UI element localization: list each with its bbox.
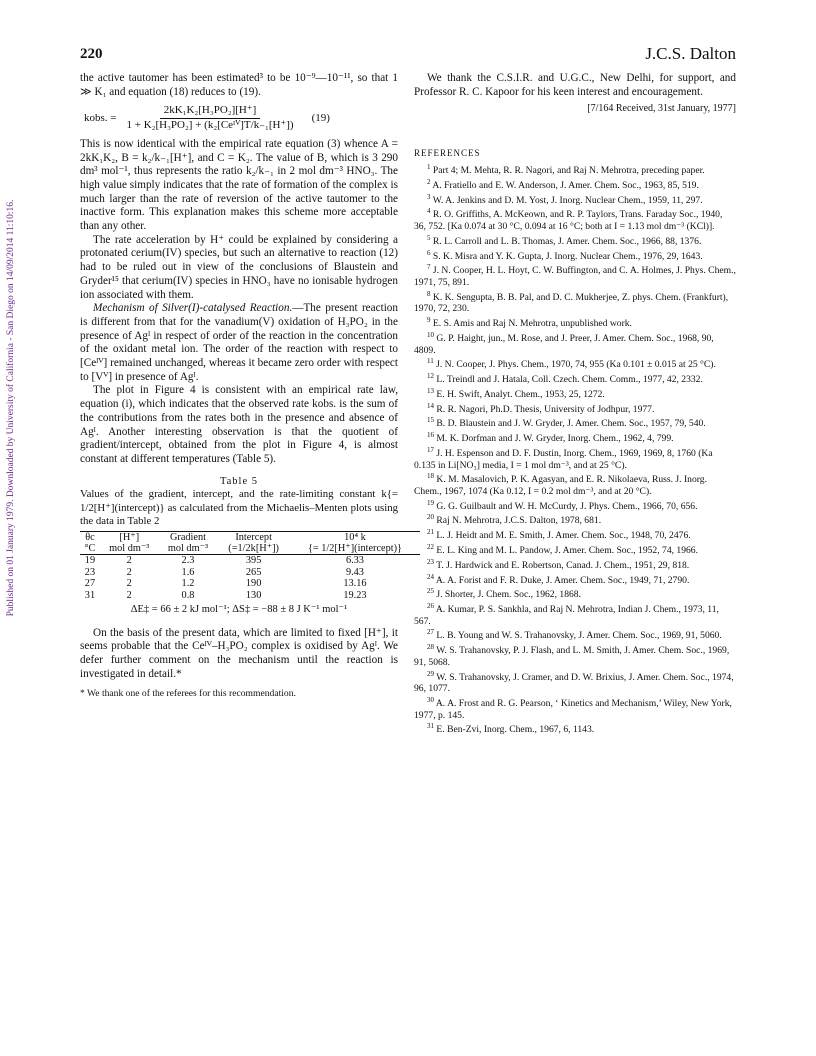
reference-text: Raj N. Mehrotra, J.C.S. Dalton, 1978, 681. (436, 515, 602, 527)
acknowledgement: We thank the C.S.I.R. and U.G.C., New Delhi, for support, and Professor R. C. Kapoor for his keen interest and encouragement. (414, 72, 736, 98)
reference-number: 31 (427, 722, 434, 731)
table-row (80, 555, 420, 567)
reference-number: 16 (427, 431, 434, 440)
reference-text: J. H. Espenson and D. F. Dustin, Inorg. Chem., 1969, 1969, 8, 1760 (Ka 0.135 in Li[NO₃] media, I = 1 mol dm⁻³, and at 25 °C). (414, 448, 713, 471)
reference-text: L. J. Heidt and M. E. Smith, J. Amer. Chem. Soc., 1948, 70, 2476. (436, 530, 691, 542)
reference-text: A. A. Frost and R. G. Pearson, ‘ Kinetics and Mechanism,’ Wiley, New York, 1977, p. 145. (414, 698, 732, 721)
reference-text: A. Fratiello and E. W. Anderson, J. Amer. Chem. Soc., 1963, 85, 519. (432, 179, 699, 191)
table-cell: 31 (84, 589, 96, 601)
equation-fraction (122, 104, 297, 132)
reference-number: 21 (427, 528, 434, 537)
table-cell: 19.23 (343, 589, 367, 601)
table-cell: 2.3 (181, 555, 195, 566)
reference-number: 28 (427, 643, 434, 652)
reference-number: 15 (427, 416, 434, 425)
paragraph: The rate acceleration by H⁺ could be explained by considering a protonated cerium(IV) species, but such an alternative to reaction (12) had to be ruled out in view of the conclusions of Blaustein and Gryder¹⁵ that cerium(IV) species in HNO₃ have no ionisable hydrogen ion associated with them. (80, 233, 398, 301)
table-header: °C (80, 543, 100, 555)
reference-text: L. Treindl and J. Hatala, Coll. Czech. Chem. Comm., 1977, 42, 2332. (436, 374, 703, 386)
reference-item (414, 430, 736, 445)
reference-number: 12 (427, 371, 434, 380)
equation-numerator: 2kK₁K₂[H₃PO₂][H⁺] (160, 104, 261, 119)
table-row (80, 590, 420, 602)
table-header-row (80, 532, 420, 544)
reference-number: 27 (427, 628, 434, 637)
table-header: {= 1/2[H⁺](intercept)} (290, 543, 420, 555)
right-column (414, 72, 736, 736)
reference-number: 19 (427, 498, 434, 507)
reference-number: 6 (427, 248, 431, 257)
paragraph (80, 302, 398, 384)
table-cell: 265 (245, 566, 262, 578)
reference-number: 25 (427, 587, 434, 596)
section-title: Mechanism of Silver(I)-catalysed Reaction. (93, 302, 293, 315)
reference-text: G. G. Guilbault and W. H. McCurdy, J. Phys. Chem., 1966, 70, 656. (436, 500, 698, 512)
reference-text: E. S. Amis and Raj N. Mehrotra, unpublished work. (432, 318, 632, 330)
reference-item (414, 601, 736, 627)
reference-number: 4 (427, 207, 431, 216)
reference-number: 11 (427, 357, 434, 366)
table-row (80, 567, 420, 579)
reference-number: 17 (427, 445, 434, 454)
equation-number: (19) (311, 111, 330, 124)
reference-number: 23 (427, 557, 434, 566)
reference-text: R. L. Carroll and L. B. Thomas, J. Amer. Chem. Soc., 1966, 88, 1376. (432, 235, 702, 247)
reference-item (414, 356, 736, 371)
reference-text: K. M. Masalovich, P. K. Agasyan, and E. R. Nikolaeva, Russ. J. Inorg. Chem., 1967, 1074 (Ka 0.12, I = 0.2 mol dm⁻³, and at 20 °C). (414, 474, 707, 498)
table-cell: 395 (245, 555, 262, 566)
table-cell: 13.16 (343, 578, 367, 589)
provenance-text: Published on 01 January 1979. Downloaded by University of California - San Diego on 14/09/2014 11:10:16. (6, 199, 16, 617)
left-column (80, 72, 402, 700)
equation-19 (84, 104, 398, 132)
reference-item (414, 401, 736, 416)
reference-text: Part 4; M. Mehta, R. R. Nagori, and Raj N. Mehrotra, preceding paper. (432, 165, 705, 177)
equation-denominator: 1 + K₂[H₃PO₂] + (k₂[Ceᴵⱽ]T/k₋₁[H⁺]) (126, 119, 294, 132)
table-header: (=1/2k[H⁺]) (217, 543, 290, 555)
reference-text: A. Kumar, P. S. Sankhla, and Raj N. Mehrotra, Indian J. Chem., 1973, 11, 567. (414, 604, 719, 627)
references-heading: REFERENCES (414, 148, 481, 158)
table-caption: Table 5 (219, 475, 259, 487)
reference-text: W. S. Trahanovsky, P. J. Flash, and L. M. Smith, J. Amer. Chem. Soc., 1969, 91, 5068. (414, 645, 730, 669)
table-cell: 1.6 (181, 566, 195, 578)
table-header: Gradient (169, 532, 206, 543)
reference-number: 9 (427, 316, 431, 325)
page-number: 220 (80, 46, 103, 62)
reference-item (414, 557, 736, 572)
reference-item (414, 233, 736, 248)
reference-item (414, 627, 736, 642)
reference-item (414, 192, 736, 207)
reference-item (414, 248, 736, 263)
table-cell: 2 (126, 566, 132, 578)
reference-number: 3 (427, 192, 431, 201)
reference-item (414, 586, 736, 601)
reference-number: 18 (427, 472, 434, 481)
reference-item (414, 669, 736, 695)
reference-item (414, 162, 736, 177)
table-footer: ΔE‡ = 66 ± 2 kJ mol⁻¹; ΔS‡ = −88 ± 8 J K⁻¹ mol⁻¹ (130, 604, 348, 615)
reference-text: M. K. Dorfman and J. W. Gryder, Inorg. Chem., 1962, 4, 799. (436, 433, 674, 445)
reference-item (414, 527, 736, 542)
reference-text: R. O. Griffiths, A. McKeown, and R. P. Taylors, Trans. Faraday Soc., 1940, 36, 752. [Ka 0.074 at 30 °C, 0.094 at 16 °C; both at I = 1.13 mol dm⁻³ (KCl)]. (414, 209, 723, 233)
received-note: [7/164 Received, 31st January, 1977] (587, 103, 736, 114)
reference-text: J. N. Cooper, J. Phys. Chem., 1970, 74, 955 (Ka 0.101 ± 0.015 at 25 °C). (436, 359, 716, 371)
reference-item (414, 177, 736, 192)
journal-name: J.C.S. Dalton (645, 44, 736, 63)
table-header: Intercept (235, 532, 272, 543)
reference-number: 20 (427, 513, 434, 522)
reference-number: 14 (427, 401, 434, 410)
table-cell: 0.8 (181, 589, 195, 601)
reference-number: 13 (427, 386, 434, 395)
table-header: mol dm⁻³ (159, 543, 218, 555)
footnote: * We thank one of the referees for this recommendation. (80, 687, 296, 699)
reference-list (414, 162, 736, 736)
table-description: Values of the gradient, intercept, and the rate-limiting constant k{= 1/2[H⁺](intercept)} as calculated from the Michaelis–Menten plots using the data in Table 2 (80, 488, 398, 527)
paragraph: The plot in Figure 4 is consistent with an empirical rate law, equation (i), which indicates that the observed rate kobs. is the sum of the contributions from the rates both in the presence and absence of Agᴵ. Another interesting observation is that the quotient of gradient/intercept, obtained from the plot in Figure 4, is almost constant at different temperatures (Table 5). (80, 384, 398, 465)
table-cell: 2 (126, 589, 132, 601)
reference-text: W. A. Jenkins and D. M. Yost, J. Inorg. Nuclear Chem., 1959, 11, 297. (432, 194, 703, 206)
reference-text: L. B. Young and W. S. Trahanovsky, J. Amer. Chem. Soc., 1969, 91, 5060. (436, 630, 722, 642)
reference-number: 10 (427, 330, 434, 339)
table-header: 10⁴ k (344, 532, 366, 543)
table-header: θc (85, 532, 95, 543)
table-header-row (80, 543, 420, 555)
reference-item (414, 512, 736, 527)
paragraph: On the basis of the present data, which are limited to fixed [H⁺], it seems probable that the Ceᴵⱽ–H₃PO₂ complex is oxidised by Agᴵ. We defer further comment on the mechanism until the reaction is investigated in detail.* (80, 626, 398, 680)
reference-text: J. N. Cooper, H. L. Hoyt, C. W. Buffington, and C. A. Holmes, J. Phys. Chem., 1971, 75, 891. (414, 265, 736, 289)
reference-item (414, 445, 736, 471)
reference-number: 26 (427, 602, 434, 611)
reference-text: A. A. Forist and F. R. Duke, J. Amer. Chem. Soc., 1949, 71, 2790. (435, 574, 690, 586)
reference-number: 5 (427, 233, 431, 242)
table-cell: 2 (126, 555, 132, 566)
reference-item (414, 471, 736, 497)
reference-number: 2 (427, 177, 431, 186)
paragraph: This is now identical with the empirical rate equation (3) whence A = 2kK₁K₂, B = k₂/k₋₁[H⁺], and C = K₂. The value of B, which is 3 290 dm³ mol⁻¹, thus represents the ratio k₂/k₋₁ in 2 mol dm⁻³ HNO₃. The high value simply indicates that the rate of formation of the complex is much larger than the rate of reversion of the active tautomer to the inactive form. This explanation makes this scheme more acceptable than any other. (80, 137, 398, 233)
provenance-sidebar (4, 148, 18, 668)
table-cell: 9.43 (345, 566, 364, 578)
reference-item (414, 386, 736, 401)
reference-item (414, 330, 736, 356)
reference-text: R. R. Nagori, Ph.D. Thesis, University of Jodhpur, 1977. (436, 403, 655, 415)
reference-number: 29 (427, 669, 434, 678)
reference-item (414, 206, 736, 232)
reference-item (414, 721, 736, 736)
table-cell: 190 (245, 578, 262, 589)
reference-text: K. K. Sengupta, B. B. Pal, and D. C. Mukherjee, Z. phys. Chem. (Frankfurt), 1970, 72, 230. (414, 291, 729, 315)
reference-item (414, 572, 736, 587)
reference-number: 30 (427, 696, 434, 704)
reference-item (414, 498, 736, 513)
table-cell: 27 (84, 578, 96, 589)
reference-item (414, 542, 736, 557)
table-cell: 2 (126, 578, 132, 589)
reference-item (414, 695, 736, 721)
reference-text: B. D. Blaustein and J. W. Gryder, J. Amer. Chem. Soc., 1957, 79, 540. (436, 418, 706, 430)
reference-text: E. L. King and M. L. Pandow, J. Amer. Chem. Soc., 1952, 74, 1966. (436, 545, 698, 557)
reference-text: G. P. Haight, jun., M. Rose, and J. Preer, J. Amer. Chem. Soc., 1968, 90, 4809. (414, 333, 714, 356)
reference-item (414, 642, 736, 668)
reference-item (414, 289, 736, 315)
table-header: mol dm⁻³ (100, 543, 159, 555)
reference-text: T. J. Hardwick and E. Robertson, Canad. J. Chem., 1951, 29, 818. (436, 559, 690, 571)
reference-item (414, 415, 736, 430)
reference-text: E. Ben-Zvi, Inorg. Chem., 1967, 6, 1143. (436, 724, 595, 736)
table-header: [H⁺] (119, 532, 140, 543)
paragraph-text: —The present reaction is different from that for the vanadium(V) oxidation of H₃PO₂ in the presence of Agᴵ in respect of order of the reaction in the concentration of the oxidant metal ion. The order of the reaction with respect to [Ceᴵⱽ] remained unchanged, whereas it became zero order with respect to [Vⱽ] in presence of Agᴵ. (80, 302, 398, 383)
paragraph: the active tautomer has been estimated³ to be 10⁻⁹—10⁻¹¹, so that 1 ≫ K₁ and equation (18) reduces to (19). (80, 72, 398, 98)
reference-text: S. K. Misra and Y. K. Gupta, J. Inorg. Nuclear Chem., 1976, 29, 1643. (432, 250, 703, 262)
reference-number: 24 (427, 572, 434, 581)
reference-number: 7 (427, 263, 431, 272)
reference-number: 8 (427, 289, 431, 298)
equation-lhs: kobs. = (84, 111, 117, 124)
table-cell: 23 (84, 566, 96, 578)
table-cell: 1.2 (181, 578, 195, 589)
reference-text: W. S. Trahanovsky, J. Cramer, and D. W. Brixius, J. Amer. Chem. Soc., 1974, 96, 1077. (414, 671, 734, 695)
table-row (80, 578, 420, 590)
data-table (80, 531, 420, 601)
table-cell: 19 (84, 555, 96, 566)
reference-item (414, 315, 736, 330)
table-cell: 6.33 (345, 555, 364, 566)
reference-text: J. Shorter, J. Chem. Soc., 1962, 1868. (436, 589, 581, 601)
reference-item (414, 262, 736, 288)
reference-text: E. H. Swift, Analyt. Chem., 1953, 25, 1272. (436, 388, 605, 400)
reference-item (414, 371, 736, 386)
table-cell: 130 (245, 589, 262, 601)
reference-number: 1 (427, 163, 431, 171)
reference-number: 22 (427, 542, 434, 551)
